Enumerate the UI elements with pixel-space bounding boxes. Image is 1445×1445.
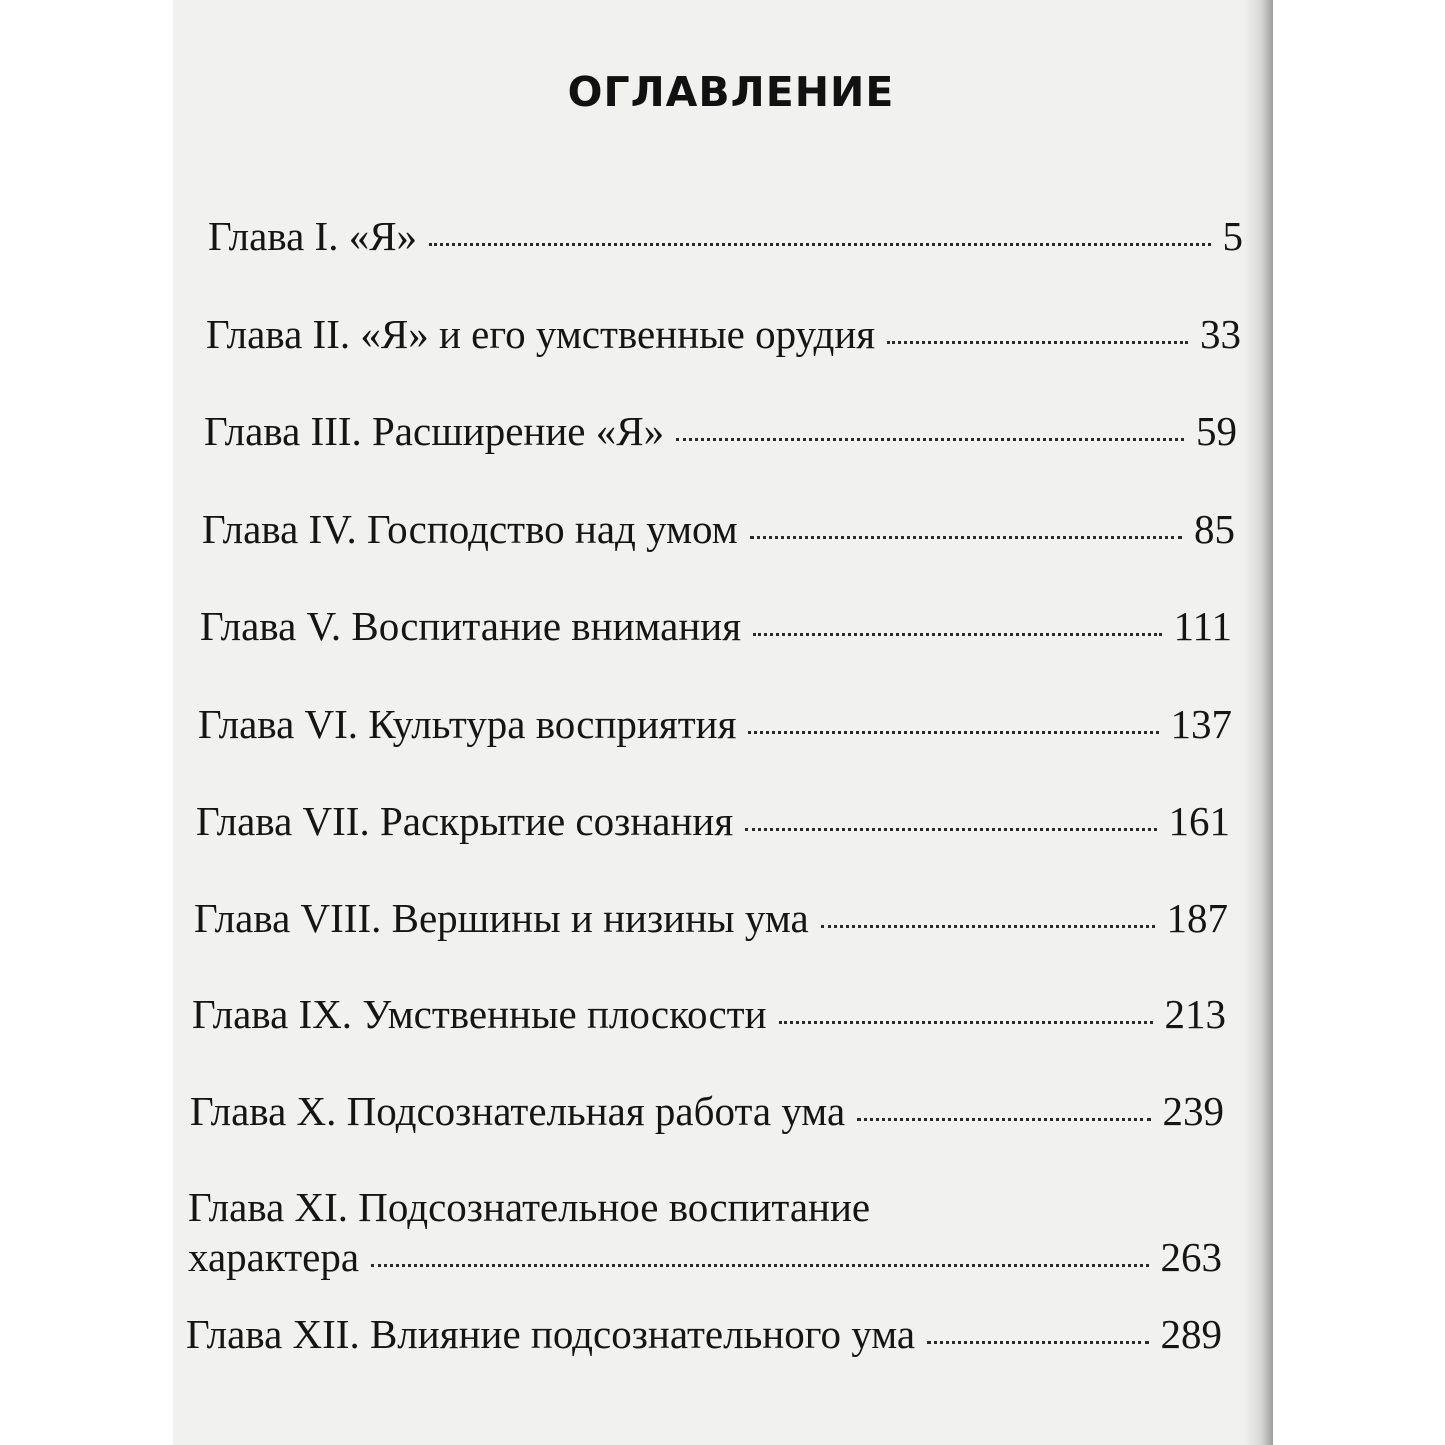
toc-entry [206,310,1241,358]
dot-leader [745,828,1156,831]
toc-entry [200,602,1232,650]
toc-entry-page: 161 [1168,798,1230,844]
dot-leader [429,243,1210,246]
toc-entry-label: Глава XII. Влияние подсознательного ума [186,1311,916,1357]
toc-entry-label: Глава VIII. Вершины и низины ума [194,895,809,941]
dot-leader [750,536,1182,539]
toc-entry-label: Глава V. Воспитание внимания [200,603,742,649]
toc-entry [186,1310,1222,1358]
toc-entry-page: 289 [1160,1311,1222,1357]
toc-entry-page: 263 [1160,1234,1222,1280]
toc-entry [194,894,1228,942]
toc-entry-label: Глава VI. Культура восприятия [198,701,737,747]
toc-entry [208,212,1243,260]
toc-entry [198,700,1232,748]
table-of-contents [173,0,1273,1445]
book-page [173,0,1273,1445]
toc-entry-label: Глава X. Подсознательная работа ума [190,1088,846,1134]
toc-entry-label: Глава III. Расширение «Я» [204,408,665,454]
toc-entry-label: Глава VII. Раскрытие сознания [196,798,734,844]
dot-leader [927,1341,1148,1344]
toc-entry-label: Глава I. «Я» [208,213,418,259]
dot-leader [753,633,1161,636]
toc-entry-page: 213 [1164,991,1226,1037]
toc-entry [196,797,1230,845]
toc-entry [192,990,1226,1038]
toc-entry-page: 85 [1194,506,1235,552]
toc-entry-page: 187 [1166,895,1228,941]
toc-entry [204,407,1237,455]
toc-entry-page: 239 [1162,1088,1224,1134]
dot-leader [887,341,1188,344]
dot-leader [748,731,1158,734]
toc-entry-page: 5 [1222,213,1243,259]
dot-leader [779,1021,1153,1024]
toc-entry-label: Глава IV. Господство над умом [202,506,738,552]
toc-entry-label: Глава IX. Умственные плоскости [192,991,767,1037]
dot-leader [821,925,1155,928]
toc-entry-label-continued: характера [188,1234,360,1280]
toc-entry [202,505,1235,553]
dot-leader [676,438,1184,441]
toc-entry-label: Глава XI. Подсознательное воспитание [188,1184,871,1230]
toc-entry-page: 111 [1173,603,1232,649]
dot-leader [857,1118,1150,1121]
page-title: ОГЛАВЛЕНИЕ [567,68,895,116]
toc-entry-page: 137 [1170,701,1232,747]
toc-entry-page: 33 [1200,311,1241,357]
page-edge-shadow [1243,0,1273,1445]
toc-entry-label: Глава II. «Я» и его умственные орудия [206,311,876,357]
toc-entry [190,1087,1224,1135]
dot-leader [371,1264,1148,1267]
toc-entry [188,1183,1222,1281]
toc-entry-page: 59 [1196,408,1237,454]
